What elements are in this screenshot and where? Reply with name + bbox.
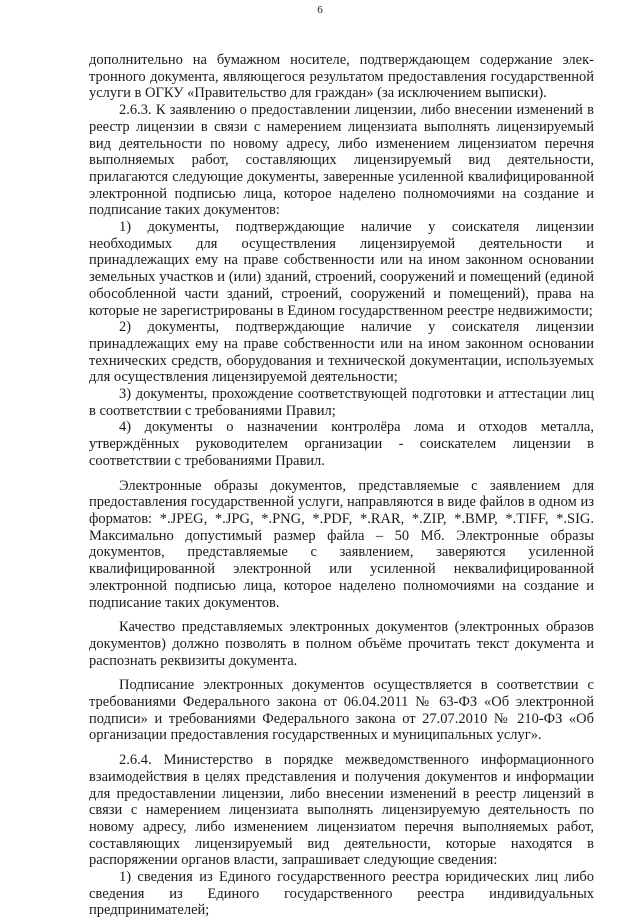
paragraph-continuation: дополнительно на бумажном носителе, подтверждающем содержание электронного документа, являющегося результатом предоставления государственной услуги в ОГКУ «Правительство для граждан» (за исключением выписки). [89, 52, 594, 102]
list-item-3: 3) документы, прохождение соответствующей подготовки и аттестации лиц в соответствии с требованиями Правил; [89, 386, 594, 419]
list-item-4: 4) документы о назначении контролёра лома и отходов металла, утверждённых руководителем организации - соискателем лицензии в соответствии с требованиями Правил. [89, 419, 594, 469]
list-item-1: 1) документы, подтверждающие наличие у соискателя лицензии необходимых для осуществления лицензируемой деятельности и принадлежащих ему на праве собственности или на ином законном основании земельных участков и (или) зданий, строений, сооружений и помещений (единой обособленной части зданий, строений, сооружений и помещений), права на которые не зарегистрированы в Едином государственном реестре недвижимости; [89, 219, 594, 319]
page-number: 6 [317, 4, 323, 16]
paragraph-quality: Качество представляемых электронных документов (электронных образов документов) должно позволять в полном объёме прочитать текст документа и распознать реквизиты документа. [89, 619, 594, 669]
paragraph-signing: Подписание электронных документов осуществляется в соответствии с требованиями Федерального закона от 06.04.2011 № 63-ФЗ «Об электронной подписи» и требованиями Федерального закона от 27.07.2010 № 210-ФЗ «Об организации предоставления государственных и муниципальных услуг». [89, 677, 594, 744]
list-item-registry: 1) сведения из Единого государственного реестра юридических лиц либо сведения из Единого государственного реестра индивидуальных предпринимателей; [89, 869, 594, 919]
paragraph-2-6-4: 2.6.4. Министерство в порядке межведомственного информационного взаимодействия в целях представления и получения документов и информации для предоставлении лицензии, либо внесении изменений в реестр лицензий в связи с намерением лицензиата выполнять лицензируемую деятельность по новому адресу, либо изменением лицензиатом перечня выполняемых работ, составляющих лицензируемый вид деятельности, которые находятся в распоряжении органов власти, запрашивает следующие сведения: [89, 752, 594, 869]
document-body [89, 52, 594, 919]
paragraph-2-6-3: 2.6.3. К заявлению о предоставлении лицензии, либо внесении изменений в реестр лицензии в связи с намерением лицензиата выполнять лицензируемый вид деятельности по новому адресу, либо изменением лицензиатом перечня выполняемых работ, составляющих лицензируемый вид деятельности, прилагаются следующие документы, заверенные усиленной квалифицированной электронной подписью лица, которое наделено полномочиями на создание и подписание таких документов: [89, 102, 594, 219]
list-item-2: 2) документы, подтверждающие наличие у соискателя лицензии принадлежащих ему на праве собственности или на ином законном основании технических средств, оборудования и технической документации, используемых для осуществления лицензируемой деятельности; [89, 319, 594, 386]
paragraph-electronic-images: Электронные образы документов, представляемые с заявлением для предоставления государственной услуги, направляются в виде файлов в одном из форматов: *.JPEG, *.JPG, *.PNG, *.PDF, *.RAR, *.ZIP, *.BMP, *.TIFF, *.SIG. Максимально допустимый размер файла – 50 Мб. Электронные образы документов, представляемые с заявлением, заверяются усиленной квалифицированной электронной или усиленной неквалифицированной электронной подписью лица, которое наделено полномочиями на создание и подписание таких документов. [89, 477, 594, 611]
